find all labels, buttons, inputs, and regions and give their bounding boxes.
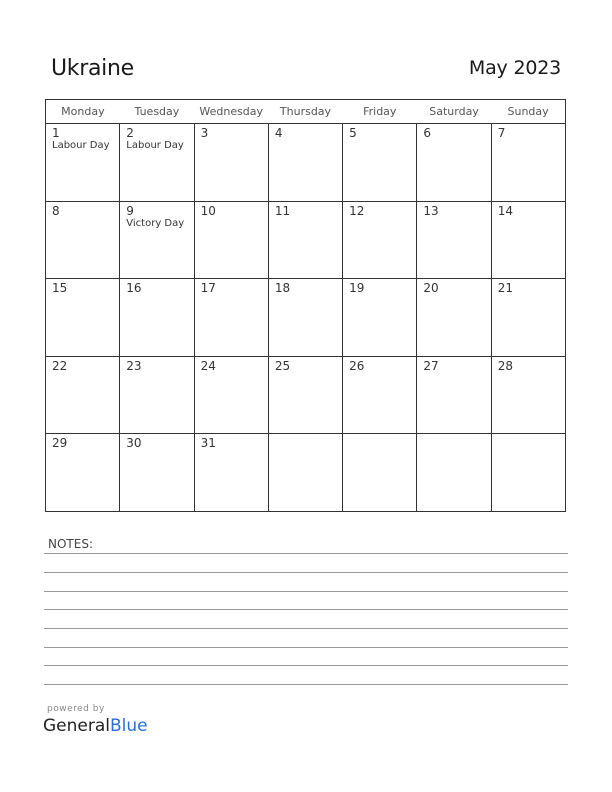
weekday-tuesday: Tuesday bbox=[120, 100, 194, 124]
day-number: 3 bbox=[200, 126, 209, 140]
day-cell bbox=[120, 434, 194, 512]
note-line bbox=[44, 609, 568, 610]
note-line bbox=[44, 572, 568, 573]
powered-by-text: powered by bbox=[47, 704, 105, 714]
holiday-label: Labour Day bbox=[126, 140, 184, 151]
day-number: 17 bbox=[200, 281, 216, 296]
week-row bbox=[46, 434, 566, 512]
day-cell bbox=[46, 356, 120, 434]
day-cell bbox=[46, 124, 120, 202]
day-cell bbox=[343, 201, 417, 279]
country-title: Ukraine bbox=[51, 56, 134, 81]
day-cell bbox=[417, 279, 491, 357]
weekday-wednesday: Wednesday bbox=[194, 100, 268, 124]
day-cell bbox=[268, 434, 342, 512]
day-cell bbox=[491, 434, 565, 512]
note-line bbox=[44, 684, 568, 685]
week-row bbox=[46, 279, 566, 357]
day-cell bbox=[46, 279, 120, 357]
day-cell bbox=[194, 201, 268, 279]
day-cell bbox=[46, 201, 120, 279]
week-row bbox=[46, 124, 566, 202]
holiday-label: Victory Day bbox=[126, 217, 185, 229]
day-number: 12 bbox=[349, 203, 365, 218]
day-cell bbox=[417, 434, 491, 512]
day-number: 10 bbox=[200, 203, 216, 218]
day-cell bbox=[194, 124, 268, 202]
day-cell bbox=[268, 279, 342, 357]
day-number: 26 bbox=[349, 358, 365, 373]
day-cell bbox=[343, 434, 417, 512]
day-cell bbox=[417, 124, 491, 202]
day-cell bbox=[194, 356, 268, 434]
day-number: 27 bbox=[423, 358, 439, 373]
day-cell bbox=[46, 434, 120, 512]
day-cell bbox=[491, 201, 565, 279]
weekday-monday: Monday bbox=[46, 100, 120, 124]
day-number: 15 bbox=[52, 281, 68, 296]
day-cell bbox=[194, 279, 268, 357]
day-number: 21 bbox=[497, 281, 513, 296]
day-cell bbox=[268, 124, 342, 202]
day-cell bbox=[268, 201, 342, 279]
weekday-saturday: Saturday bbox=[417, 100, 491, 124]
calendar-grid bbox=[45, 99, 566, 512]
day-cell bbox=[120, 356, 194, 434]
weekday-header-row bbox=[46, 100, 566, 124]
day-number: 24 bbox=[200, 358, 216, 373]
day-number: 29 bbox=[52, 436, 68, 451]
week-row bbox=[46, 201, 566, 279]
day-cell bbox=[120, 124, 194, 202]
day-cell bbox=[343, 356, 417, 434]
day-cell bbox=[120, 201, 194, 279]
day-number: 31 bbox=[200, 436, 216, 451]
day-number: 1 bbox=[52, 126, 60, 140]
day-number: 23 bbox=[126, 358, 142, 373]
week-row bbox=[46, 356, 566, 434]
day-cell bbox=[417, 356, 491, 434]
day-cell bbox=[491, 279, 565, 357]
note-line bbox=[44, 628, 568, 629]
day-number: 20 bbox=[423, 281, 439, 296]
day-number: 4 bbox=[274, 126, 283, 140]
weekday-thursday: Thursday bbox=[268, 100, 342, 124]
month-year-title: May 2023 bbox=[468, 57, 561, 79]
note-line bbox=[44, 665, 568, 666]
day-cell bbox=[268, 356, 342, 434]
note-line bbox=[44, 553, 568, 554]
day-number: 2 bbox=[126, 126, 134, 140]
day-number: 14 bbox=[497, 203, 513, 218]
day-number: 6 bbox=[423, 126, 432, 140]
day-cell bbox=[491, 124, 565, 202]
day-number: 9 bbox=[126, 203, 134, 218]
day-cell bbox=[120, 279, 194, 357]
brand-general: General bbox=[43, 716, 110, 736]
brand-blue: Blue bbox=[110, 716, 148, 736]
note-line bbox=[44, 647, 568, 648]
day-cell bbox=[417, 201, 491, 279]
day-cell bbox=[491, 356, 565, 434]
day-number: 25 bbox=[274, 358, 291, 373]
generalblue-logo bbox=[43, 716, 148, 736]
day-number: 11 bbox=[274, 203, 291, 218]
day-number: 18 bbox=[274, 281, 291, 296]
day-number: 19 bbox=[349, 281, 365, 296]
day-number: 16 bbox=[126, 281, 142, 296]
day-number: 22 bbox=[52, 358, 68, 373]
weekday-friday: Friday bbox=[343, 100, 417, 124]
day-number: 13 bbox=[423, 203, 439, 218]
day-cell bbox=[343, 124, 417, 202]
day-number: 30 bbox=[126, 436, 142, 451]
day-number: 8 bbox=[52, 203, 60, 218]
day-cell bbox=[194, 434, 268, 512]
day-number: 28 bbox=[497, 358, 513, 373]
notes-label: NOTES: bbox=[48, 537, 93, 551]
weekday-sunday: Sunday bbox=[491, 100, 565, 124]
holiday-label: Labour Day bbox=[52, 140, 110, 151]
note-line bbox=[44, 591, 568, 592]
day-number: 7 bbox=[497, 126, 506, 140]
day-number: 5 bbox=[349, 126, 357, 140]
day-cell bbox=[343, 279, 417, 357]
